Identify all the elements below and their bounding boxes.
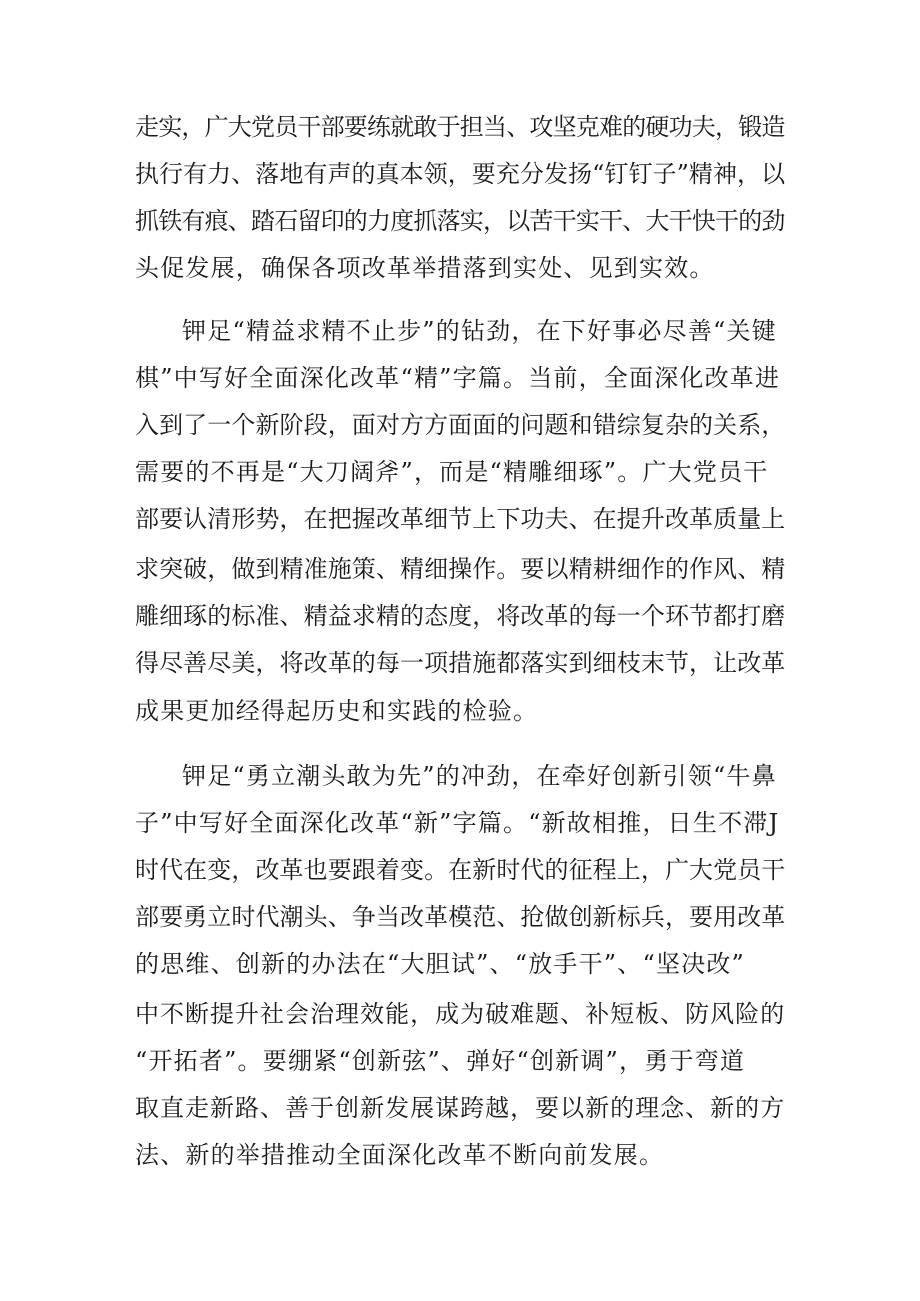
text-line: 成果更加经得起历史和实践的检验。 [135,697,539,725]
text-line: 的思维、创新的办法在“大胆试”、“放手干”、“坚决改” [135,950,746,978]
text-line: 需要的不再是“大刀阔斧”，而是“精雕细琢”。广大党员干 [135,458,769,486]
text-line: 抓铁有痕、踏石留印的力度抓落实，以苦干实干、大干快干的劲 [135,207,785,235]
text-line: “开拓者”。要绷紧“创新弦”、弹好“创新调”，勇于弯道 [135,1047,746,1075]
text-line: 棋”中写好全面深化改革“精”字篇。当前，全面深化改革进 [135,364,781,392]
text-line: 执行有力、落地有声的真本领，要充分发扬“钉钉子”精神，以 [135,160,786,188]
text-line: 钾足“精益求精不止步”的钻劲，在下好事必尽善“关键 [182,317,777,345]
text-line: 得尽善尽美，将改革的每一项措施都落实到细枝末节，让改革 [135,649,786,677]
text-line: 法、新的举措推动全面深化改革不断向前发展。 [135,1141,665,1169]
text-line: 时代在变，改革也要跟着变。在新时代的征程上，广大党员干 [135,856,786,884]
text-line: 钾足“勇立潮头敢为先”的冲劲，在牵好创新引领“牛鼻 [182,762,777,790]
text-line: 部要认清形势，在把握改革细节上下功夫、在提升改革质量上 [135,505,786,533]
text-line: 求突破，做到精准施策、精细操作。要以精耕细作的作风、精 [135,555,786,583]
text-line: 子”中写好全面深化改革“新”字篇。“新故相推，日生不滞J [135,809,780,837]
text-line: 部要勇立时代潮头、争当改革模范、抢做创新标兵，要用改革 [135,903,786,931]
text-line: 雕细琢的标准、精益求精的态度，将改革的每一个环节都打磨 [135,602,786,630]
text-line: 走实，广大党员干部要练就敢于担当、攻坚克难的硬功夫，锻造 [135,113,785,141]
text-line: 入到了一个新阶段，面对方方面面的问题和错综复杂的关系， [135,411,786,439]
text-line: 中不断提升社会治理效能，成为破难题、补短板、防风险的 [135,1000,786,1028]
text-line: 取直走新路、善于创新发展谋跨越，要以新的理念、新的方 [135,1094,786,1122]
text-line: 头促发展，确保各项改革举措落到实处、见到实效。 [135,254,715,282]
